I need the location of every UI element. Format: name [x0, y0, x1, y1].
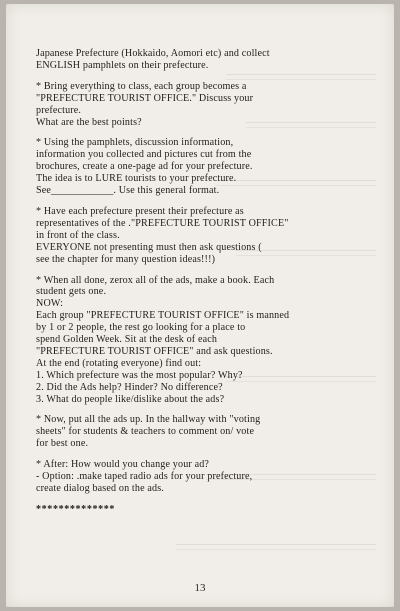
text-line: See____________. Use this general format.: [36, 185, 220, 197]
text-line: create dialog based on the ads.: [36, 483, 164, 494]
text-line: Japanese Prefecture (Hokkaido, Aomori etc) and collect: [36, 48, 270, 59]
text-line: - Option: .make taped radio ads for your prefecture,: [36, 471, 253, 483]
text-line: student gets one.: [36, 286, 107, 298]
paragraph-make-book: [36, 275, 362, 406]
text-line: NOW:: [36, 298, 64, 310]
text-line: 2. Did the Ads help? Hinder? No difference?: [36, 381, 223, 393]
page-number: 13: [194, 582, 206, 594]
text-line: by 1 or 2 people, the rest go looking for a place to: [36, 322, 246, 334]
text-line: * Bring everything to class, each group becomes a: [36, 80, 247, 92]
text-line: spend Golden Week. Sit at the desk of each: [36, 334, 218, 346]
document-page: [6, 4, 394, 607]
text-line: sheets" for students & teachers to comment on/ vote: [36, 426, 255, 438]
text-line: in front of the class.: [36, 229, 120, 241]
text-line: EVERYONE not presenting must then ask questions (: [36, 241, 262, 253]
paragraph-present-prefecture: [36, 206, 362, 266]
text-line: * Have each prefecture present their prefecture as: [36, 205, 244, 217]
text-line: representatives of the ."PREFECTURE TOURIST OFFICE": [36, 217, 289, 229]
text-line: brochures, create a one-page ad for your prefecture.: [36, 161, 253, 173]
section-divider: **************: [36, 503, 116, 515]
paragraph-intro: [36, 48, 362, 72]
text-line: At the end (rotating everyone) find out:: [36, 357, 202, 369]
text-line: ENGLISH pamphlets on their prefecture.: [36, 59, 209, 71]
paragraph-hallway-voting: [36, 414, 362, 450]
text-line: * When all done, zerox all of the ads, make a book. Each: [36, 274, 275, 286]
text-line: The idea is to LURE tourists to your prefecture.: [36, 173, 237, 185]
text-line: "PREFECTURE TOURIST OFFICE." Discuss your: [36, 92, 254, 104]
text-line: * Using the pamphlets, discussion information,: [36, 137, 234, 149]
text-line: "PREFECTURE TOURIST OFFICE" and ask questions.: [36, 345, 273, 357]
text-line: What are the best points?: [36, 116, 142, 128]
text-line: * After: How would you change your ad?: [36, 459, 210, 471]
text-line: Each group "PREFECTURE TOURIST OFFICE" is manned: [36, 310, 290, 322]
text-line: information you collected and pictures cut from the: [36, 149, 252, 161]
text-line: * Now, put all the ads up. In the hallway with "voting: [36, 414, 261, 426]
paragraph-after: [36, 459, 362, 495]
text-line: for best one.: [36, 438, 89, 450]
text-line: 1. Which prefecture was the most popular? Why?: [36, 369, 243, 381]
bleed-through-mark: [176, 544, 376, 550]
text-line: 3. What do people like/dislike about the ads?: [36, 393, 225, 405]
body-text: [36, 48, 362, 525]
text-line: prefecture.: [36, 104, 82, 116]
paragraph-bring-everything: [36, 81, 362, 129]
text-line: see the chapter for many question ideas!!!): [36, 253, 216, 265]
paragraph-using-pamphlets: [36, 137, 362, 197]
